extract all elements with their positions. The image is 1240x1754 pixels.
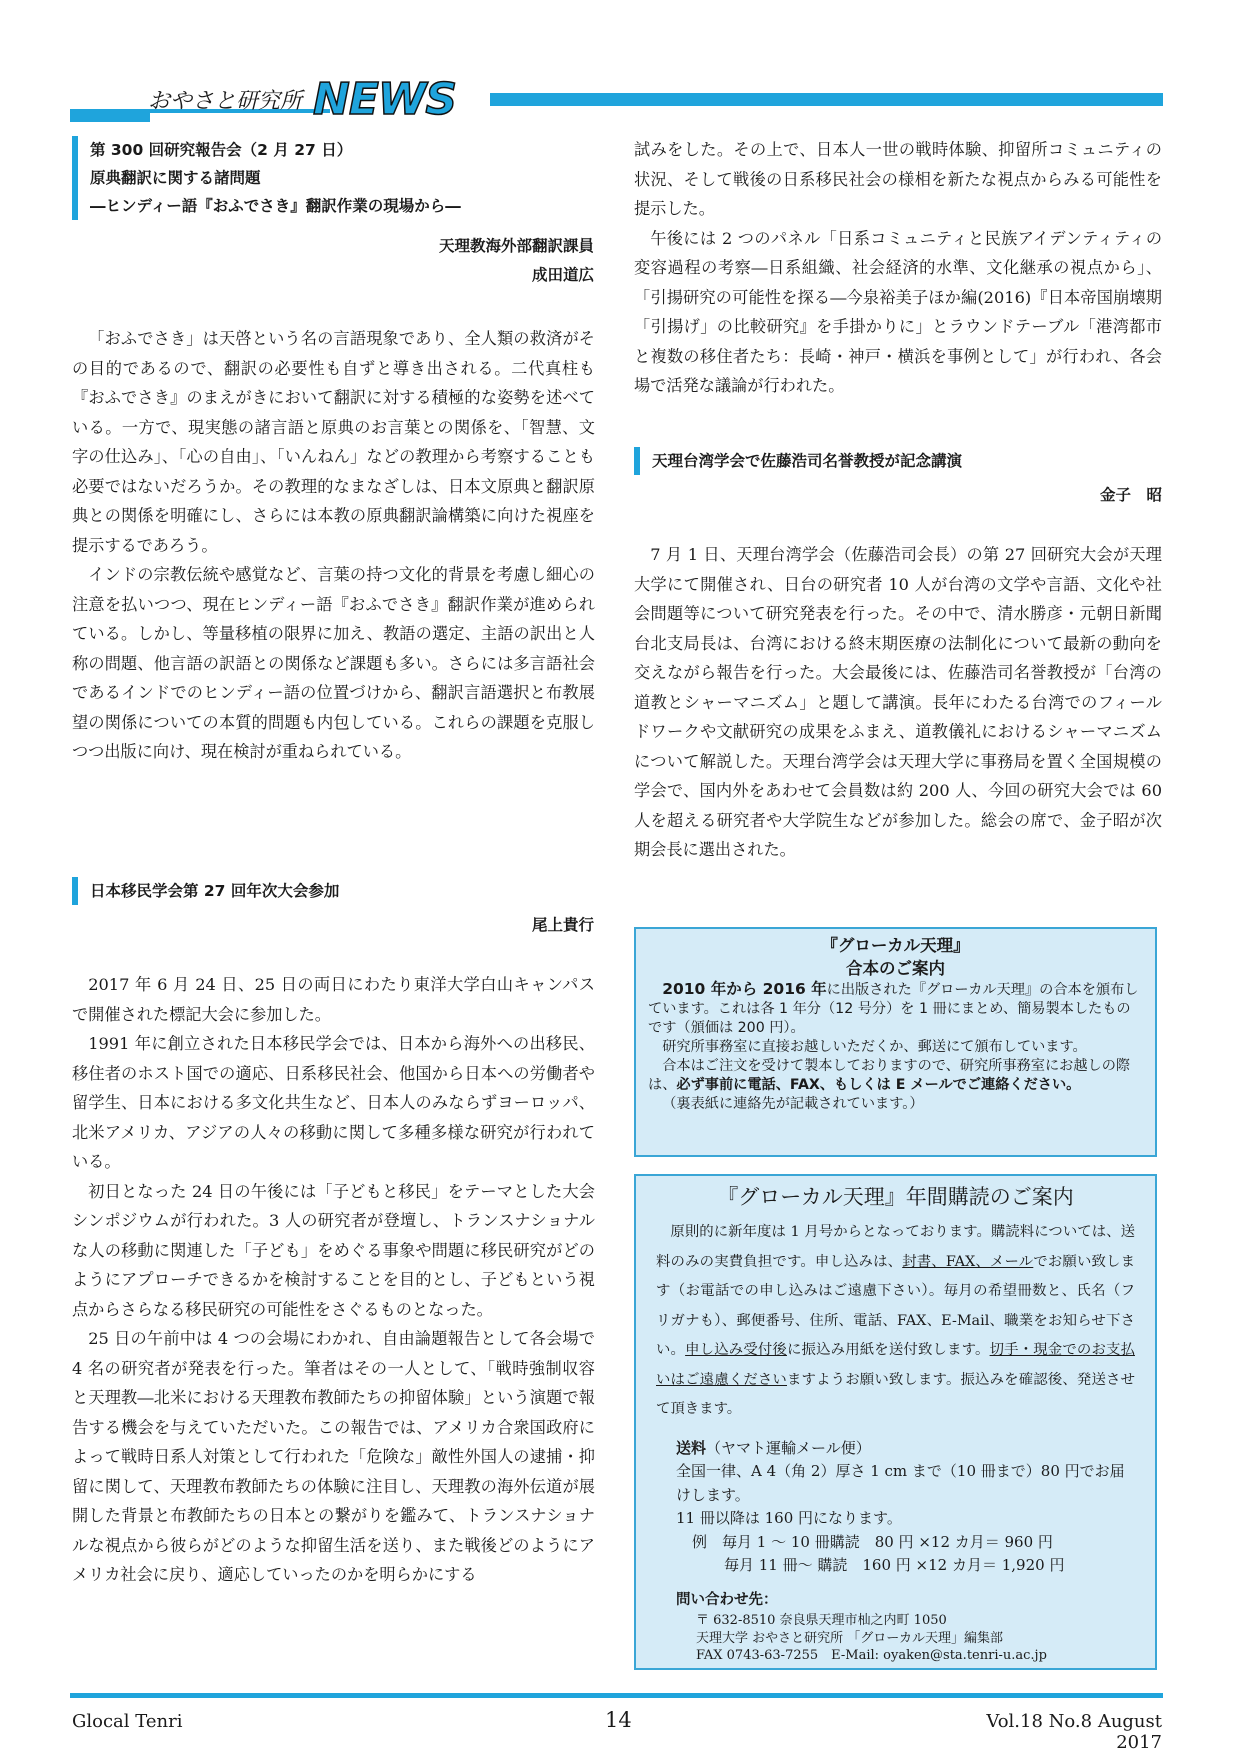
paragraph: 25 日の午前中は 4 つの会場にわかれ、自由論題報告として各会場で 4 名の研究者が発表を行った。筆者はその一人として、「戦時強制収容と天理教―北米における天理教布教師たちの抑留体験」という演題で報告する機会を与えていただいた。この報告では、アメリカ合衆国政府によって戦時日系人対策として行われた「危険な」敵性外国人の逮捕・抑留に関して、天理教布教師たちの体験に注目し、天理教の海外伝道が展開した背景と布教師たちの日本との繋がりを鑑みて、トランスナショナルな視点から彼らがどのような抑留生活を送り、また戦後どのようにアメリカ社会に戻り、適応していったのかを明らかにする <box>72 1329 595 1584</box>
box-paragraph: （裏表紙に連絡先が記載されています。） <box>662 1096 924 1112</box>
heading-line: 日本移民学会第 27 回年次大会参加 <box>90 882 340 900</box>
contact-label <box>676 1588 1135 1613</box>
info-box-subscription <box>634 1174 1157 1670</box>
paragraph: 初日となった 24 日の午後には「子どもと移民」をテーマとした大会シンポジウムが行われた。3 人の研究者が登壇し、トランスナショナルな人の移動に関連した「子ども」をめぐる事象や問題に移民研究がどのようにアプローチできるかを検討することを目的とし、子どもという視点からさらなる移民研究の可能性をさぐるものとなった。 <box>72 1181 595 1319</box>
header-subtitle: おやさと研究所 <box>148 89 303 114</box>
article-body <box>72 970 595 1590</box>
box-paragraph <box>656 1218 1135 1425</box>
contact-block <box>656 1588 1135 1665</box>
shipping-text: 11 冊以降は 160 円になります。 <box>676 1509 902 1527</box>
paragraph: 1991 年に創立された日本移民学会では、日本から海外への出移民、移住者のホスト国での適応、日系移民社会、他国から日本への労働者や留学生、日本における多文化共生など、日本人のみならずヨーロッパ、北米アメリカ、アジアの人々の移動に関して多種多様な研究が行われている。 <box>72 1034 595 1171</box>
box-underline: 申し込み受付後 <box>685 1342 787 1358</box>
box-title: 『グローカル天理』 <box>821 936 970 955</box>
author-affiliation: 天理教海外部翻訳課員 <box>438 237 594 255</box>
article-body <box>72 324 595 767</box>
shipping-heading <box>676 1437 1135 1461</box>
box-text: ますようお願い致します。振込みを確認後、発送させて頂きます。 <box>656 1371 1135 1417</box>
box-paragraph: 研究所事務室に直接お越しいただくか、郵送にて頒布しています。 <box>662 1039 1087 1055</box>
fee-example: 例 毎月 1 ～ 10 冊購読 80 円 ×12 カ月＝ 960 円 <box>692 1532 1053 1551</box>
box-emphasis: 必ず事前に電話、FAX、もしくは E メールでご連絡ください。 <box>676 1077 1081 1093</box>
footer-publication: Glocal Tenri <box>72 1711 183 1732</box>
heading-line: 原典翻訳に関する諸問題 <box>90 169 261 187</box>
contact-label-text: 問い合わせ先： <box>676 1591 778 1608</box>
paragraph: 午後には 2 つのパネル「日系コミュニティと民族アイデンティティの変容過程の考察―日系組織、社会経済的水準、文化継承の視点から」、「引揚研究の可能性を探る―今泉裕美子ほか編(2016)『日本帝国崩壊期「引揚げ」の比較研究』を手掛かりに」とラウンドテーブル「港湾都市と複数の移住者たち：長崎・神戸・横浜を事例として」が行われ、各会場で活発な議論が行われた。 <box>634 228 1162 395</box>
contact-org: 天理大学 おやさと研究所 「グローカル天理」編集部 <box>696 1630 1004 1646</box>
box-text: 原則的に新年度は 1 月号からとなっております。購読料については、送料のみの実費負担です。申し込みは、 <box>656 1224 1135 1270</box>
info-box-bound-volume <box>634 927 1157 1157</box>
footer-rule <box>70 1693 1163 1698</box>
box-emphasis: 2010 年から 2016 年 <box>662 980 827 998</box>
header-bar-right <box>490 93 1163 106</box>
author-name: 尾上貴行 <box>531 916 594 934</box>
box-title: 『グローカル天理』年間購読のご案内 <box>717 1185 1074 1209</box>
shipping-method: （ヤマト運輸メール便） <box>706 1438 871 1457</box>
contact-address: 〒 632-8510 奈良県天理市杣之内町 1050 <box>696 1613 947 1628</box>
heading-line: 天理台湾学会で佐藤浩司名誉教授が記念講演 <box>652 452 963 470</box>
section-heading <box>72 136 610 220</box>
header-bar-left <box>70 109 150 122</box>
fee-example: 毎月 11 冊～ 購読 160 円 ×12 カ月＝ 1,920 円 <box>724 1556 1065 1574</box>
box-text: 合本はご注文を受けて製本しておりますので、研究所事務室にお越しの際は、 <box>648 1058 1131 1093</box>
contact-fax-email: FAX 0743-63-7255 E-Mail: oyaken@sta.tenri-u.ac.jp <box>696 1648 1047 1663</box>
paragraph: 2017 年 6 月 24 日、25 日の両日にわたり東洋大学白山キャンパスで開催された標記大会に参加した。 <box>72 975 595 1024</box>
box-subtitle: 合本のご案内 <box>846 959 945 978</box>
shipping-text: 全国一律、A 4（角 2）厚さ 1 cm まで（10 冊まで）80 円でお届けします。 <box>676 1462 1125 1504</box>
heading-line: 第 300 回研究報告会（2 月 27 日） <box>90 141 353 159</box>
box-underline: 切手・現金でのお支払いはご遠慮ください <box>656 1342 1135 1388</box>
paragraph: 試みをした。その上で、日本人一世の戦時体験、抑留所コミュニティの状況、そして戦後の日系移民社会の様相を新たな視点からみる可能性を提示した。 <box>634 140 1162 218</box>
article-body <box>634 135 1162 401</box>
box-text: に振込み用紙を送付致します。 <box>786 1342 990 1358</box>
author-name: 成田道広 <box>531 266 594 284</box>
shipping-block <box>656 1437 1135 1578</box>
section-heading <box>72 877 610 905</box>
box-paragraph <box>648 1057 1143 1095</box>
header-logo: NEWS <box>313 74 457 125</box>
box-text: に出版された『グローカル天理』の合本を頒布しています。これは各 1 年分（12 号分）を 1 冊にまとめ、簡易製本したものです（頒価は 200 円）。 <box>648 982 1139 1036</box>
box-text: でお願い致します（お電話での申し込みはご遠慮下さい）。毎月の希望冊数と、氏名（フリガナも）、郵便番号、住所、電話、FAX、E-Mail、職業をお知らせ下さい。 <box>656 1253 1135 1358</box>
article-body <box>634 540 1162 865</box>
paragraph: 「おふでさき」は天啓という名の言語現象であり、全人類の救済がその目的であるので、翻訳の必要性も自ずと導き出される。二代真柱も『おふでさき』のまえがきにおいて翻訳に対する積極的な姿勢を述べている。一方で、現実態の諸言語と原典のお言葉との関係を、「智慧、文字の仕込み」、「心の自由」、「いんねん」などの教理から考察することも必要ではないだろうか。その教理的なまなざしは、日本文原典と翻訳原典との関係を明確にし、さらには本教の原典翻訳論構築に向けた視座を提示するであろう。 <box>72 329 595 555</box>
page-number: 14 <box>605 1708 632 1732</box>
box-underline: 封書、FAX、メール <box>902 1253 1034 1270</box>
heading-line: ―ヒンディー語『おふでさき』翻訳作業の現場から― <box>90 197 461 215</box>
footer-issue: Vol.18 No.8 August 2017 <box>986 1711 1162 1753</box>
box-paragraph <box>648 980 1143 1038</box>
paragraph: インドの宗教伝統や感覚など、言葉の持つ文化的背景を考慮し細心の注意を払いつつ、現在ヒンディー語『おふでさき』翻訳作業が進められている。しかし、等量移植の限界に加え、教語の選定、主語の訳出と人称の問題、他言語の訳語との関係など課題も多い。さらには多言語社会であるインドでのヒンディー語の位置づけから、翻訳言語選択と布教展望の関係についての本質的問題も内包している。これらの課題を克服しつつ出版に向け、現在検討が重ねられている。 <box>72 565 595 761</box>
paragraph: 7 月 1 日、天理台湾学会（佐藤浩司会長）の第 27 回研究大会が天理大学にて開催され、日台の研究者 10 人が台湾の文学や言語、文化や社会問題等について研究発表を行った。その中で、清水勝彦・元朝日新聞台北支局長は、台湾における終末期医療の法制化について最新の動向を交えながら報告を行った。大会最後には、佐藤浩司名誉教授が「台湾の道教とシャーマニズム」と題して講演。長年にわたる台湾でのフィールドワークや文献研究の成果をふまえ、道教儀礼におけるシャーマニズムについて解説した。天理台湾学会は天理大学に事務局を置く全国規模の学会で、国内外をあわせて会員数は約 200 人、今回の研究大会では 60 人を超える研究者や大学院生などが参加した。総会の席で、金子昭が次期会長に選出された。 <box>634 545 1162 859</box>
author-name: 金子 昭 <box>1099 486 1162 504</box>
shipping-label: 送料 <box>676 1438 707 1457</box>
section-heading <box>634 447 1172 475</box>
